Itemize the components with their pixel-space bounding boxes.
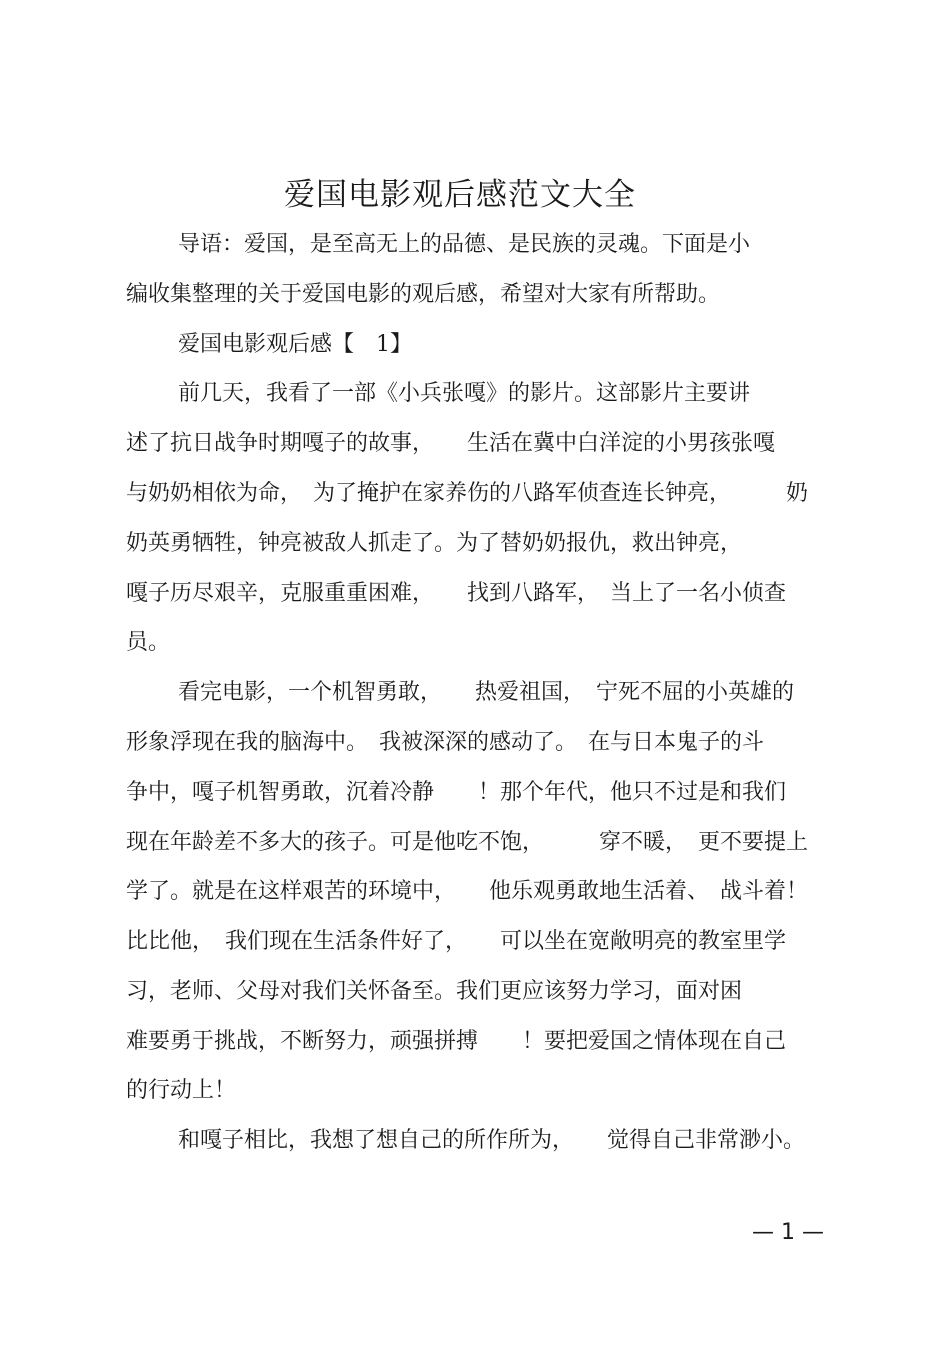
body-line: 学了。就是在这样艰苦的环境中， 他乐观勇敢地生活着、 战斗着！	[126, 879, 809, 904]
body-line: 形象浮现在我的脑海中。 我被深深的感动了。 在与日本鬼子的斗	[126, 730, 765, 755]
body-line: 看完电影，一个机智勇敢， 热爱祖国， 宁死不屈的小英雄的	[178, 680, 795, 705]
body-line: 与奶奶相依为命， 为了掩护在家养伤的八路军侦查连长钟亮， 奶	[126, 481, 809, 506]
body-line: 导语：爱国，是至高无上的品德、是民族的灵魂。下面是小	[178, 232, 751, 257]
body-line: 编收集整理的关于爱国电影的观后感，希望对大家有所帮助。	[126, 282, 721, 307]
body-line: 争中，嘎子机智勇敢，沉着冷静 ！那个年代，他只不过是和我们	[126, 780, 787, 805]
body-line: 的行动上！	[126, 1078, 237, 1103]
body-line: 现在年龄差不多大的孩子。可是他吃不饱， 穿不暖， 更不要提上	[126, 830, 809, 855]
body-line: 前几天，我看了一部《小兵张嘎》的影片。这部影片主要讲	[178, 381, 751, 406]
document-title: 爱国电影观后感范文大全	[284, 177, 636, 213]
body-line: 比比他， 我们现在生活条件好了， 可以坐在宽敞明亮的教室里学	[126, 929, 787, 954]
body-line: 难要勇于挑战，不断努力，顽强拼搏 ！要把爱国之情体现在自己	[126, 1029, 787, 1054]
section-heading: 爱国电影观后感【 1】	[178, 332, 412, 357]
body-line: 奶英勇牺牲，钟亮被敌人抓走了。为了替奶奶报仇，救出钟亮，	[126, 531, 743, 556]
body-line: 和嘎子相比，我想了想自己的所作所为， 觉得自己非常渺小。	[178, 1128, 806, 1153]
page-number: — 1 —	[752, 1220, 824, 1245]
body-line: 员。	[126, 630, 171, 655]
body-line: 述了抗日战争时期嘎子的故事， 生活在冀中白洋淀的小男孩张嘎	[126, 431, 776, 456]
body-line: 嘎子历尽艰辛，克服重重困难， 找到八路军， 当上了一名小侦查	[126, 581, 787, 606]
body-line: 习，老师、父母对我们关怀备至。我们更应该努力学习，面对困	[126, 979, 743, 1004]
